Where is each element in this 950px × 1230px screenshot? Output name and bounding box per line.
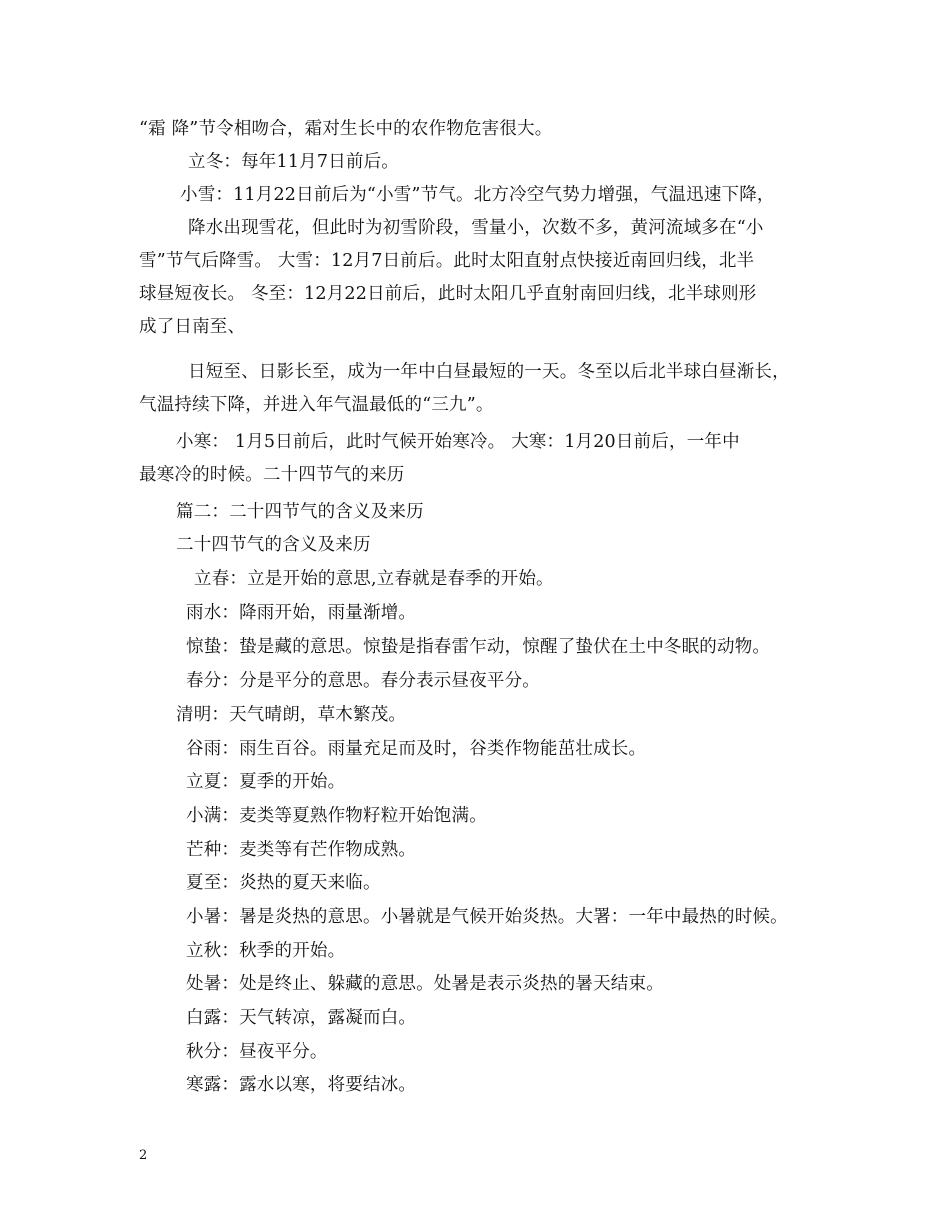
text-line: 夏至：炎热的夏天来临。 (186, 873, 381, 893)
text-line: 气温持续下降，并进入年气温最低的“三九”。 (139, 395, 494, 415)
text-line: 惊蛰：蛰是藏的意思。惊蛰是指春雷乍动，惊醒了蛰伏在土中冬眠的动物。 (186, 637, 771, 657)
text-line: 降水出现雪花，但此时为初雪阶段，雪量小，次数不多，黄河流域多在“小 (188, 218, 764, 238)
text-line: 最寒冷的时候。二十四节气的来历 (139, 465, 405, 485)
text-line: 二十四节气的含义及来历 (176, 535, 371, 555)
text-line: 小雪：11月22日前后为“小雪”节气。北方冷空气势力增强，气温迅速下降， (180, 185, 775, 205)
text-line: “霜 降”节令相吻合，霜对生长中的农作物危害很大。 (139, 119, 553, 139)
text-line: 小满：麦类等夏熟作物籽粒开始饱满。 (186, 806, 487, 826)
text-line: 雨水：降雨开始，雨量渐增。 (186, 603, 417, 623)
text-line: 立夏：夏季的开始。 (186, 772, 346, 792)
text-line: 立冬：每年11月7日前后。 (188, 152, 400, 172)
text-line: 清明：天气晴朗，草木繁茂。 (176, 705, 407, 725)
text-line: 立秋：秋季的开始。 (186, 941, 346, 961)
text-line: 小寒： 1月5日前后，此时气候开始寒冷。 大寒：1月20日前后，一年中 (176, 432, 740, 452)
text-line: 球昼短夜长。 冬至：12月22日前后，此时太阳几乎直射南回归线，北半球则形 (139, 284, 757, 304)
text-line: 芒种：麦类等有芒作物成熟。 (186, 840, 417, 860)
text-line: 秋分：昼夜平分。 (186, 1042, 328, 1062)
text-line: 谷雨：雨生百谷。雨量充足而及时，谷类作物能茁壮成长。 (186, 739, 647, 759)
text-line: 处暑：处是终止、躲藏的意思。处暑是表示炎热的暑天结束。 (186, 974, 664, 994)
text-line: 日短至、日影长至，成为一年中白昼最短的一天。冬至以后北半球白昼渐长， (188, 362, 790, 382)
text-line: 雪”节气后降雪。 大雪：12月7日前后。此时太阳直射点快接近南回归线，北半 (139, 251, 755, 271)
text-line: 小暑：暑是炎热的意思。小暑就是气候开始炎热。大署：一年中最热的时候。 (186, 907, 788, 927)
text-line: 成了日南至、 (139, 317, 246, 337)
text-line: 篇二：二十四节气的含义及来历 (176, 502, 424, 522)
text-line: 白露：天气转凉，露凝而白。 (186, 1008, 417, 1028)
text-line: 立春：立是开始的意思,立春就是春季的开始。 (194, 569, 554, 589)
page-number: 2 (139, 1148, 148, 1163)
text-line: 寒露：露水以寒，将要结冰。 (186, 1075, 417, 1095)
text-line: 春分：分是平分的意思。春分表示昼夜平分。 (186, 671, 540, 691)
